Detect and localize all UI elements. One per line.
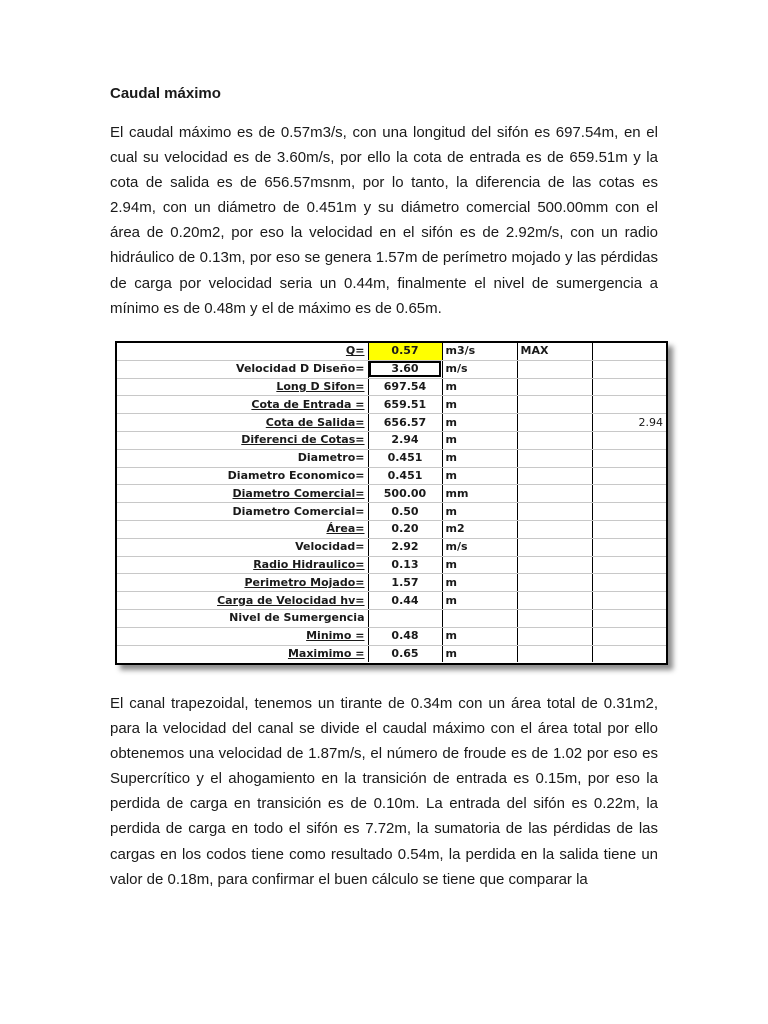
row-unit[interactable]	[442, 556, 517, 574]
row-value-text: 0.20	[391, 522, 419, 536]
row-side-value[interactable]	[592, 538, 666, 556]
row-extra[interactable]	[517, 645, 592, 662]
row-label[interactable]	[117, 343, 368, 360]
row-unit-text: m	[445, 433, 457, 447]
row-value-text: 1.57	[391, 575, 419, 589]
table-row	[117, 520, 666, 538]
row-unit-text: m	[445, 629, 457, 643]
row-extra[interactable]	[517, 627, 592, 645]
row-unit[interactable]	[442, 414, 517, 432]
row-extra[interactable]	[517, 360, 592, 378]
row-extra[interactable]	[517, 485, 592, 503]
row-label-text: Velocidad=	[295, 540, 365, 554]
table-row	[117, 538, 666, 556]
row-unit[interactable]	[442, 343, 517, 360]
row-unit[interactable]	[442, 645, 517, 662]
table-row	[117, 574, 666, 592]
row-side-value[interactable]	[592, 520, 666, 538]
row-unit[interactable]	[442, 431, 517, 449]
row-label[interactable]	[117, 503, 368, 521]
row-unit[interactable]	[442, 609, 517, 627]
row-side-value[interactable]	[592, 627, 666, 645]
row-unit[interactable]	[442, 538, 517, 556]
table-row	[117, 627, 666, 645]
row-extra[interactable]	[517, 414, 592, 432]
paragraph-canal: El canal trapezoidal, tenemos un tirante de 0.34m con un área total de 0.31m2, para la velocidad del canal se divide el caudal máximo con el área total por ello obtenemos una velocidad de 1.87m/s, el número de froude es de 1.02 por eso es Supercrítico y el ahogamiento en la transición de entrada es 0.15m, por eso la perdida de carga en transición es de 0.10m. La entrada del sifón es 0.22m, la perdida de carga en todo el sifón es 7.72m, la sumatoria de las pérdidas de las cargas en los codos tiene como resultado 0.54m, la perdida en la salida tiene un valor de 0.18m, para confirmar el buen cálculo se tiene que comparar la	[110, 695, 658, 888]
row-value-text: 0.44	[391, 593, 419, 607]
row-value[interactable]	[368, 627, 442, 645]
row-extra[interactable]	[517, 343, 592, 360]
row-label-text: Cota de Entrada =	[251, 397, 365, 411]
row-value[interactable]	[368, 485, 442, 503]
row-label-text: Carga de Velocidad hv=	[217, 593, 365, 607]
row-label[interactable]	[117, 414, 368, 432]
row-label[interactable]	[117, 378, 368, 396]
table-row	[117, 360, 666, 378]
row-side-value[interactable]	[592, 414, 666, 432]
row-label-text: Minimo =	[306, 629, 365, 643]
row-value-text: 656.57	[383, 415, 427, 429]
row-value[interactable]	[368, 609, 442, 627]
row-side-value-text: 2.94	[638, 415, 663, 429]
table-row	[117, 503, 666, 521]
row-value-text: 500.00	[383, 486, 427, 500]
row-unit-text: m/s	[445, 362, 468, 376]
row-label-text: Cota de Salida=	[265, 415, 365, 429]
row-unit[interactable]	[442, 503, 517, 521]
row-value[interactable]	[368, 431, 442, 449]
row-extra[interactable]	[517, 556, 592, 574]
row-label[interactable]	[117, 556, 368, 574]
row-unit[interactable]	[442, 360, 517, 378]
row-side-value[interactable]	[592, 431, 666, 449]
row-side-value[interactable]	[592, 556, 666, 574]
row-unit-text: m	[445, 575, 457, 589]
table-row	[117, 556, 666, 574]
row-extra[interactable]	[517, 431, 592, 449]
row-label[interactable]	[117, 609, 368, 627]
row-value-text: 0.13	[391, 557, 419, 571]
row-extra[interactable]	[517, 503, 592, 521]
row-label[interactable]	[117, 574, 368, 592]
row-value[interactable]	[368, 449, 442, 467]
paragraph-caudal: El caudal máximo es de 0.57m3/s, con una longitud del sifón es 697.54m, en el cual su velocidad es de 3.60m/s, por ello la cota de entrada es de 659.51m y la cota de salida es de 656.57msnm, por lo tanto, la diferencia de las cotas es 2.94m, con un diámetro de 0.451m y su diámetro comercial 500.00mm con el área de 0.20m2, por eso la velocidad en el sifón es de 2.92m/s, con un radio hidráulico de 0.13m, por eso se genera 1.57m de perímetro mojado y las pérdidas de carga por velocidad seria un 0.44m, finalmente el nivel de sumergencia a mínimo es de 0.48m y el de máximo es de 0.65m.	[110, 124, 658, 317]
row-unit[interactable]	[442, 396, 517, 414]
row-value-text: 2.94	[391, 433, 419, 447]
table-row	[117, 485, 666, 503]
row-side-value[interactable]	[592, 378, 666, 396]
row-side-value[interactable]	[592, 396, 666, 414]
table-row	[117, 431, 666, 449]
table-row	[117, 449, 666, 467]
row-value-text: 0.65	[391, 646, 419, 660]
row-value[interactable]	[368, 378, 442, 396]
row-value-text: 0.451	[387, 451, 423, 465]
row-label-text: Nivel de Sumergencia	[229, 611, 365, 625]
row-label-text: Velocidad D Diseño=	[236, 362, 365, 376]
row-unit-text: m/s	[445, 540, 468, 554]
row-value-text: 2.92	[391, 540, 419, 554]
row-extra[interactable]	[517, 609, 592, 627]
row-unit-text: m	[445, 557, 457, 571]
row-label-text: Maximimo =	[287, 646, 365, 660]
row-unit[interactable]	[442, 449, 517, 467]
row-extra[interactable]	[517, 378, 592, 396]
row-extra[interactable]	[517, 396, 592, 414]
row-extra[interactable]	[517, 574, 592, 592]
row-label[interactable]	[117, 360, 368, 378]
row-side-value[interactable]	[592, 360, 666, 378]
row-label-text: Diametro Comercial=	[232, 504, 365, 518]
row-value[interactable]	[368, 592, 442, 610]
row-unit-text: m	[445, 415, 457, 429]
row-unit[interactable]	[442, 574, 517, 592]
row-value-text: 0.57	[391, 344, 419, 358]
spreadsheet-table	[115, 341, 668, 665]
row-value-text: 697.54	[383, 379, 427, 393]
row-unit-text: m2	[445, 522, 465, 536]
row-value-text: 659.51	[383, 397, 427, 411]
row-extra[interactable]	[517, 449, 592, 467]
section-heading: Caudal máximo	[110, 85, 221, 102]
row-value[interactable]	[368, 556, 442, 574]
row-unit[interactable]	[442, 592, 517, 610]
row-extra-text: MAX	[520, 344, 549, 358]
row-unit[interactable]	[442, 467, 517, 485]
row-label-text: Radio Hidraulico=	[253, 557, 365, 571]
row-value-text: 0.451	[387, 468, 423, 482]
row-value[interactable]	[368, 538, 442, 556]
row-label[interactable]	[117, 431, 368, 449]
row-label-text: Diametro Economico=	[227, 468, 365, 482]
row-side-value[interactable]	[592, 485, 666, 503]
row-unit-text: m	[445, 593, 457, 607]
row-unit-text: m	[445, 504, 457, 518]
row-label-text: Área=	[326, 522, 365, 536]
row-unit[interactable]	[442, 378, 517, 396]
row-value[interactable]	[368, 414, 442, 432]
table-row	[117, 396, 666, 414]
row-unit[interactable]	[442, 627, 517, 645]
row-value[interactable]	[368, 503, 442, 521]
table-row	[117, 592, 666, 610]
row-value[interactable]	[368, 520, 442, 538]
row-side-value[interactable]	[592, 503, 666, 521]
row-label-text: Perimetro Mojado=	[244, 575, 365, 589]
table-row	[117, 467, 666, 485]
row-value-text: 0.50	[391, 504, 419, 518]
row-label-text: Long D Sifon=	[276, 379, 365, 393]
row-value[interactable]	[368, 396, 442, 414]
row-side-value[interactable]	[592, 574, 666, 592]
row-extra[interactable]	[517, 538, 592, 556]
row-unit[interactable]	[442, 485, 517, 503]
table-row	[117, 609, 666, 627]
row-unit-text: m	[445, 397, 457, 411]
row-unit-text: m	[445, 468, 457, 482]
row-side-value[interactable]	[592, 592, 666, 610]
row-extra[interactable]	[517, 592, 592, 610]
row-label[interactable]	[117, 538, 368, 556]
row-side-value[interactable]	[592, 449, 666, 467]
row-value-text: 3.60	[391, 362, 419, 376]
table-row	[117, 378, 666, 396]
row-extra[interactable]	[517, 520, 592, 538]
row-label[interactable]	[117, 396, 368, 414]
row-label[interactable]	[117, 592, 368, 610]
row-unit-text: m	[445, 379, 457, 393]
row-side-value[interactable]	[592, 645, 666, 662]
row-label[interactable]	[117, 645, 368, 662]
row-label[interactable]	[117, 520, 368, 538]
table-row	[117, 645, 666, 662]
row-label-text: Diferenci de Cotas=	[241, 433, 365, 447]
row-value[interactable]	[368, 467, 442, 485]
row-label-text: Diametro=	[297, 451, 365, 465]
row-unit-text: m3/s	[445, 344, 476, 358]
row-unit-text: mm	[445, 486, 469, 500]
row-side-value[interactable]	[592, 343, 666, 360]
row-label[interactable]	[117, 627, 368, 645]
row-value[interactable]	[368, 343, 442, 360]
results-grid	[117, 343, 666, 662]
row-value[interactable]	[368, 574, 442, 592]
row-value[interactable]	[368, 645, 442, 662]
table-row	[117, 414, 666, 432]
row-unit-text: m	[445, 451, 457, 465]
row-unit[interactable]	[442, 520, 517, 538]
table-row	[117, 343, 666, 360]
row-side-value[interactable]	[592, 609, 666, 627]
row-label[interactable]	[117, 485, 368, 503]
row-side-value[interactable]	[592, 467, 666, 485]
row-value[interactable]	[368, 360, 442, 378]
row-label[interactable]	[117, 449, 368, 467]
row-unit-text: m	[445, 646, 457, 660]
row-label-text: Diametro Comercial=	[232, 486, 365, 500]
row-label[interactable]	[117, 467, 368, 485]
row-extra[interactable]	[517, 467, 592, 485]
row-label-text: Q=	[345, 344, 365, 358]
row-value-text: 0.48	[391, 629, 419, 643]
